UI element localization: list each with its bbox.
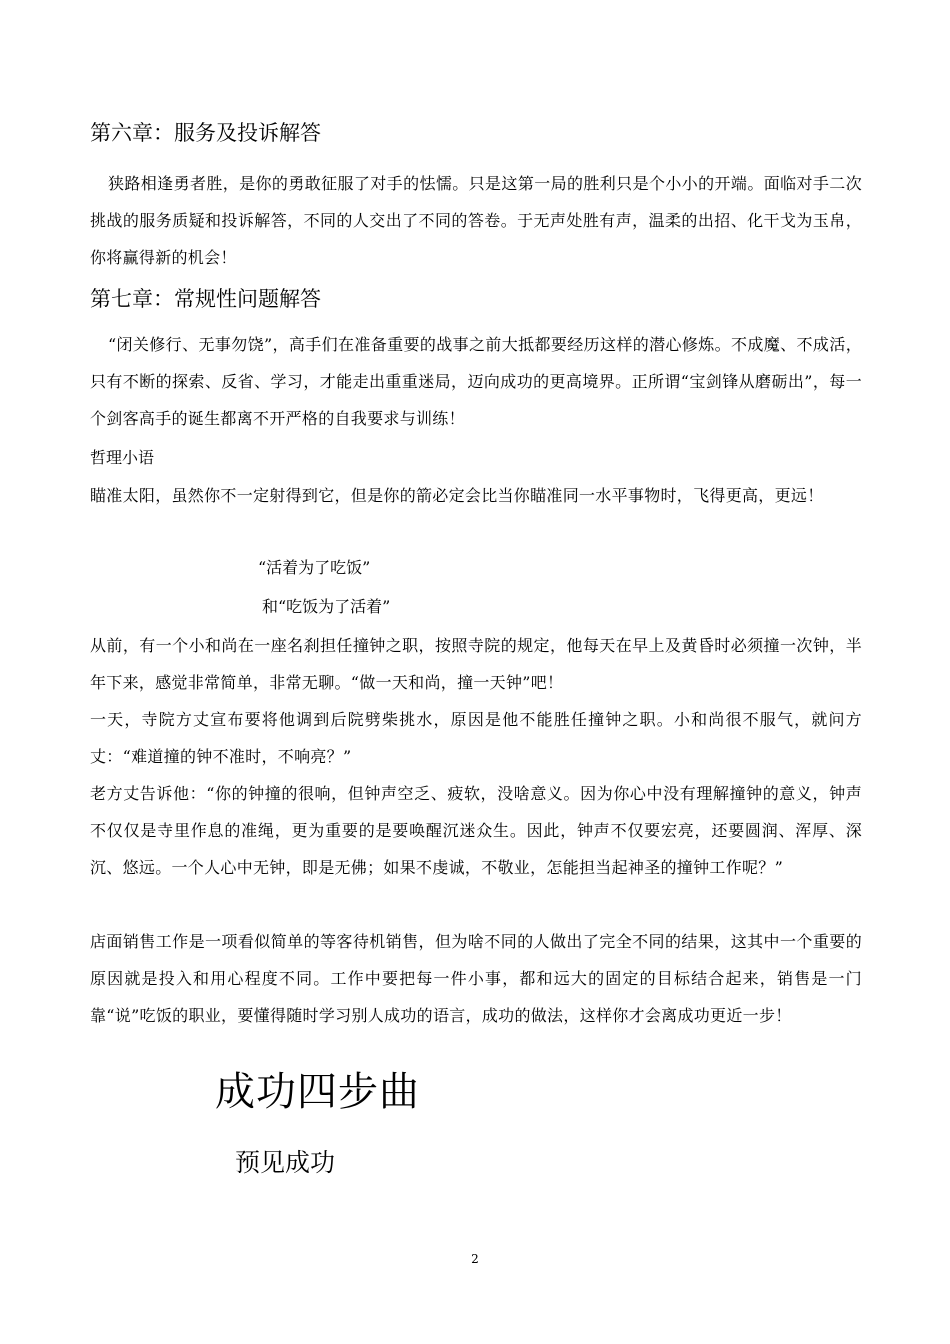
page-number: 2 <box>471 1252 479 1266</box>
success-title: 成功四步曲 <box>215 1069 420 1115</box>
success-step-1: 预见成功 <box>235 1148 336 1177</box>
chapter6-heading: 第六章：服务及投诉解答 <box>90 121 321 145</box>
chapter7-body: “闭关修行、无事勿饶”，高手们在准备重要的战事之前大抵都要经历这样的潜心修炼。不成魔、不成活，只有不断的探索、反省、学习，才能走出重重迷局，迈向成功的更高境界。正所谓“宝剑锋从磨砺出”，每一个剑客高手的诞生都离不开严格的自我要求与训练！ <box>90 335 862 428</box>
chapter6-body: 狭路相逢勇者胜，是你的勇敢征服了对手的怯懦。只是这第一局的胜利只是个小小的开端。面临对手二次挑战的服务质疑和投诉解答，不同的人交出了不同的答卷。于无声处胜有声，温柔的出招、化干戈为玉帛，你将赢得新的机会！ <box>90 174 862 267</box>
quote-line-2: 和“吃饭为了活着” <box>262 597 391 616</box>
story-paragraph-3: 老方丈告诉他：“你的钟撞的很响，但钟声空乏、疲软，没啥意义。因为你心中没有理解撞钟的意义，钟声不仅仅是寺里作息的准绳，更为重要的是要唤醒沉迷众生。因此，钟声不仅要宏亮，还要圆润、浑厚、深沉、悠远。一个人心中无钟，即是无佛；如果不虔诚，不敬业，怎能担当起神圣的撞钟工作呢？” <box>90 784 862 877</box>
philosophy-label: 哲理小语 <box>90 448 155 467</box>
chapter7-heading: 第七章：常规性问题解答 <box>90 287 321 311</box>
story-paragraph-4: 店面销售工作是一项看似简单的等客待机销售，但为啥不同的人做出了完全不同的结果，这其中一个重要的原因就是投入和用心程度不同。工作中要把每一件小事，都和远大的固定的目标结合起来，销售是一门靠“说”吃饭的职业，要懂得随时学习别人成功的语言，成功的做法，这样你才会离成功更近一步！ <box>90 932 862 1025</box>
story-paragraph-1: 从前，有一个小和尚在一座名刹担任撞钟之职，按照寺院的规定，他每天在早上及黄昏时必须撞一次钟，半年下来，感觉非常简单，非常无聊。“做一天和尚，撞一天钟”吧！ <box>90 636 862 692</box>
story-paragraph-2: 一天，寺院方丈宣布要将他调到后院劈柴挑水，原因是他不能胜任撞钟之职。小和尚很不服气，就问方丈：“难道撞的钟不准时，不响亮？” <box>90 710 862 766</box>
quote-line-1: “活着为了吃饭” <box>258 558 371 577</box>
aim-sun-paragraph: 瞄准太阳，虽然你不一定射得到它，但是你的箭必定会比当你瞄准同一水平事物时，飞得更高，更远！ <box>90 486 824 505</box>
